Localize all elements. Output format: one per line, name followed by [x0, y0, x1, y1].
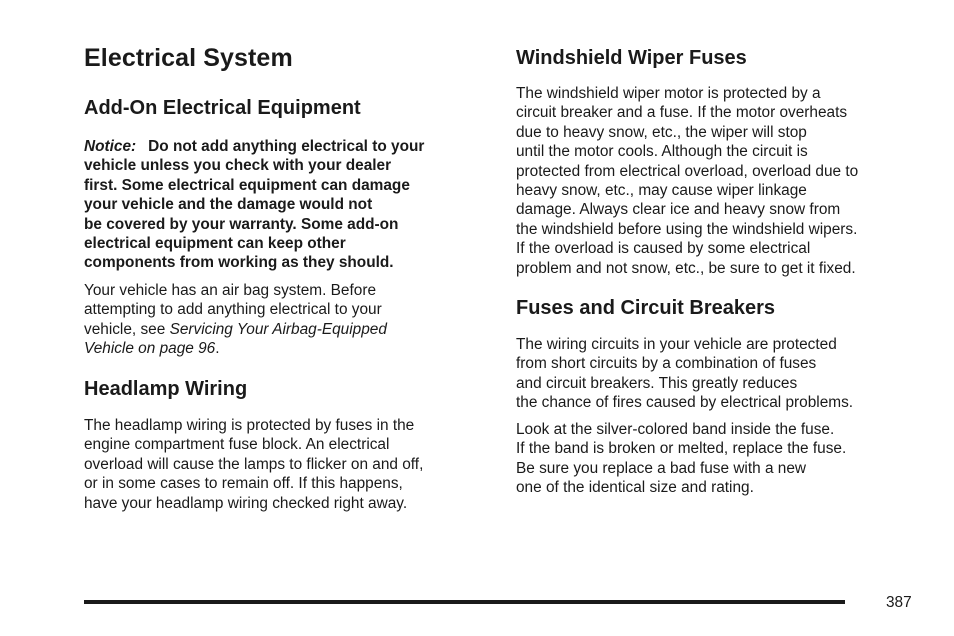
page-title: Electrical System: [84, 44, 293, 72]
notice-paragraph: Notice: Do not add anything electrical to your vehicle unless you check with your dealer first. Some electrical equipment can damage your vehicle and the damage would not be covered by your warranty. Some add-on electrical equipment can keep other components from working as they should.: [84, 138, 425, 272]
wiper-paragraph: The windshield wiper motor is protected by a circuit breaker and a fuse. If the motor overheats due to heavy snow, etc., the wiper will stop until the motor cools. Although the circuit is protected from electrical overload, overload due to heavy snow, etc., may cause wiper linkage damage. Always clear ice and heavy snow from the windshield before using the windshield wipers. If the overload is caused by some electrical problem and not snow, etc., be sure to get it fixed.: [516, 85, 859, 277]
page-number: 387: [886, 594, 912, 611]
section-heading-addon: Add-On Electrical Equipment: [84, 97, 361, 119]
fuses-paragraph-1: The wiring circuits in your vehicle are protected from short circuits by a combination of fuses and circuit breakers. This greatly reduces the chance of fires caused by electrical problems.: [516, 336, 854, 412]
airbag-paragraph: Your vehicle has an air bag system. Before attempting to add anything electrical to your vehicle, see Servicing Your Airbag-Equipped Vehicle on page 96.: [84, 282, 387, 358]
footer-rule: [84, 600, 845, 604]
notice-label: Notice:: [84, 138, 137, 155]
cross-reference-page[interactable]: Vehicle on page 96: [84, 340, 216, 358]
section-heading-wiper: Windshield Wiper Fuses: [516, 47, 747, 69]
section-heading-fuses: Fuses and Circuit Breakers: [516, 297, 775, 319]
cross-reference-link[interactable]: Servicing Your Airbag-Equipped: [169, 320, 387, 338]
fuses-paragraph-2: Look at the silver-colored band inside the fuse. If the band is broken or melted, replace the fuse. Be sure you replace a bad fuse with a new one of the identical size and rating.: [516, 421, 847, 497]
headlamp-paragraph: The headlamp wiring is protected by fuses in the engine compartment fuse block. An electrical overload will cause the lamps to flicker on and off, or in some cases to remain off. If this happens, have your headlamp wiring checked right away.: [84, 417, 424, 512]
section-heading-headlamp: Headlamp Wiring: [84, 378, 248, 400]
